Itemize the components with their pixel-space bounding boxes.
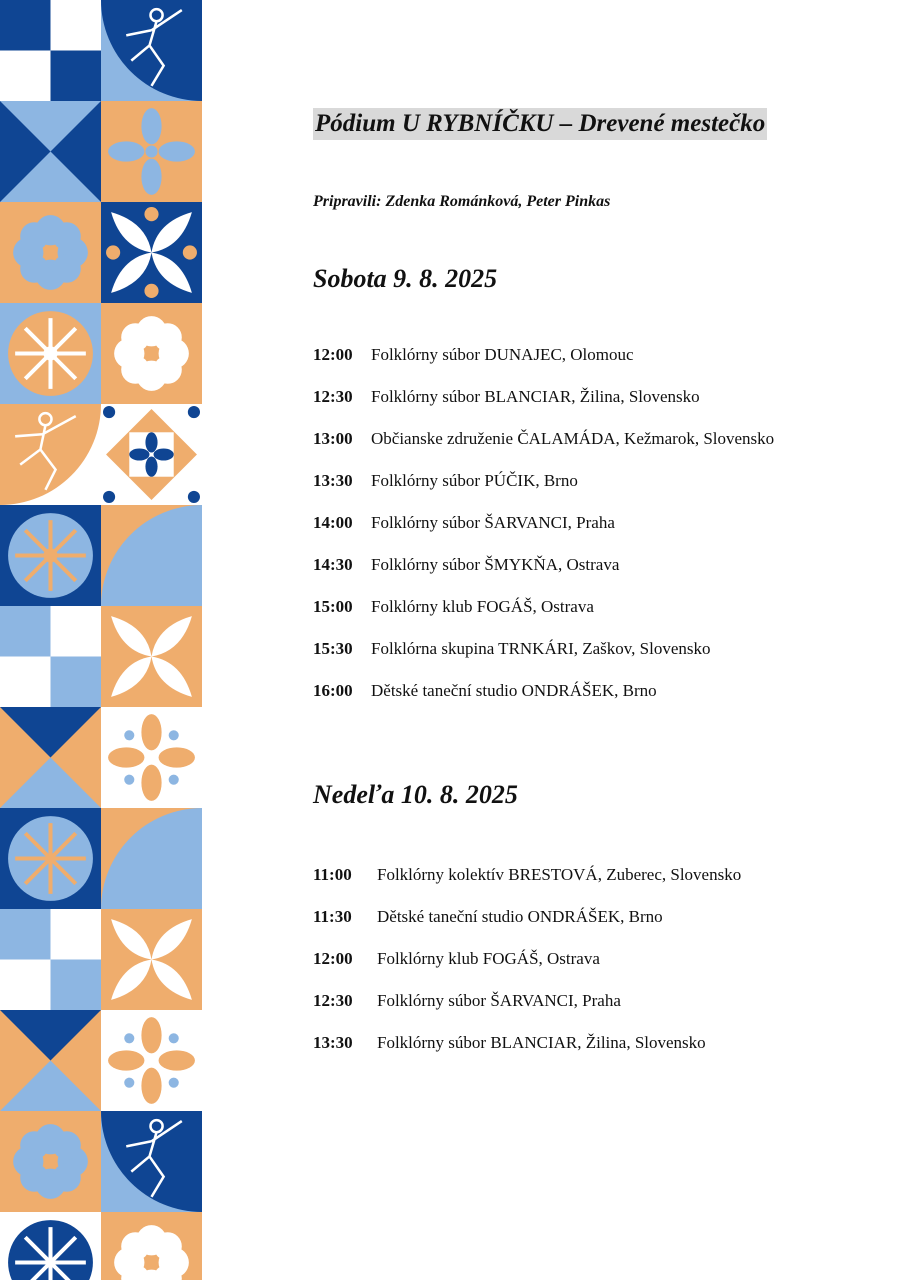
time-label: 14:30	[313, 555, 353, 574]
time-label: 16:00	[313, 681, 353, 700]
schedule-row	[313, 460, 774, 502]
time-label: 11:00	[313, 865, 352, 884]
schedule-row	[313, 544, 774, 586]
flower-icon	[101, 707, 202, 808]
time-label: 13:30	[313, 471, 353, 490]
checker-tile	[0, 909, 101, 1010]
checker-tile	[0, 0, 101, 101]
schedule-row	[313, 418, 774, 460]
petal-cross-icon	[101, 202, 202, 303]
performer-name: Folklórny súbor ŠARVANCI, Praha	[377, 991, 621, 1010]
schedule-row	[313, 1022, 741, 1064]
schedule-row	[313, 938, 741, 980]
flower-icon	[101, 1010, 202, 1111]
snowflake-icon	[0, 303, 101, 404]
time-label: 12:30	[313, 991, 353, 1010]
dancer-icon	[101, 1111, 202, 1212]
performer-name: Dětské taneční studio ONDRÁŠEK, Brno	[377, 907, 663, 926]
time-label: 12:00	[313, 345, 353, 364]
flower-icon	[0, 202, 101, 303]
performer-name: Folklórny klub FOGÁŠ, Ostrava	[371, 597, 594, 616]
time-label: 13:00	[313, 429, 353, 448]
quarter-circle-tile	[101, 808, 202, 909]
triangle-tile	[0, 707, 101, 808]
performer-name: Folklórny súbor ŠARVANCI, Praha	[371, 513, 615, 532]
schedule-row	[313, 854, 741, 896]
diamond-flower-icon	[101, 404, 202, 505]
performer-name: Dětské taneční studio ONDRÁŠEK, Brno	[371, 681, 657, 700]
performer-name: Folklórny súbor ŠMYKŇA, Ostrava	[371, 555, 620, 574]
schedule-row	[313, 376, 774, 418]
schedule-row	[313, 586, 774, 628]
schedule-row	[313, 670, 774, 712]
day-heading-saturday: Sobota 9. 8. 2025	[313, 264, 498, 293]
performer-name: Občianske združenie ČALAMÁDA, Kežmarok, Slovensko	[371, 429, 775, 448]
performer-name: Folklórna skupina TRNKÁRI, Zaškov, Slovensko	[371, 639, 711, 658]
snowflake-icon	[0, 505, 101, 606]
petal-cross-icon	[101, 909, 202, 1010]
triangle-tile	[0, 1010, 101, 1111]
time-label: 11:30	[313, 907, 352, 926]
performer-name: Folklórny klub FOGÁŠ, Ostrava	[377, 949, 600, 968]
triangle-tile	[0, 101, 101, 202]
performer-name: Folklórny súbor DUNAJEC, Olomouc	[371, 345, 634, 364]
performer-name: Folklórny súbor BLANCIAR, Žilina, Slovensko	[371, 387, 700, 406]
day-heading-sunday: Nedeľa 10. 8. 2025	[313, 780, 518, 809]
flower-icon	[101, 303, 202, 404]
time-label: 12:00	[313, 949, 353, 968]
flower-icon	[0, 1111, 101, 1212]
time-label: 15:00	[313, 597, 353, 616]
performer-name: Folklórny súbor PÚČIK, Brno	[371, 471, 578, 490]
time-label: 13:30	[313, 1033, 353, 1052]
prepared-by: Pripravili: Zdenka Románková, Peter Pinkas	[313, 193, 611, 210]
snowflake-icon	[0, 1212, 101, 1280]
dancer-icon	[101, 0, 202, 101]
page-title: Pódium U RYBNÍČKU – Drevené mestečko	[313, 108, 767, 140]
quarter-circle-tile	[101, 505, 202, 606]
time-label: 14:00	[313, 513, 353, 532]
flower-icon	[101, 1212, 202, 1280]
schedule-row	[313, 502, 774, 544]
schedule-row	[313, 628, 774, 670]
schedule-row	[313, 334, 774, 376]
schedule-row	[313, 896, 741, 938]
schedule-list-sunday	[313, 854, 741, 1064]
petal-cross-icon	[101, 606, 202, 707]
checker-tile	[0, 606, 101, 707]
performer-name: Folklórny kolektív BRESTOVÁ, Zuberec, Slovensko	[377, 865, 742, 884]
schedule-row	[313, 980, 741, 1022]
schedule-list-saturday	[313, 334, 774, 712]
snowflake-icon	[0, 808, 101, 909]
time-label: 15:30	[313, 639, 353, 658]
decorative-tile-strip	[0, 0, 202, 1280]
performer-name: Folklórny súbor BLANCIAR, Žilina, Slovensko	[377, 1033, 706, 1052]
time-label: 12:30	[313, 387, 353, 406]
flower-icon	[101, 101, 202, 202]
dancer-icon	[0, 404, 101, 505]
